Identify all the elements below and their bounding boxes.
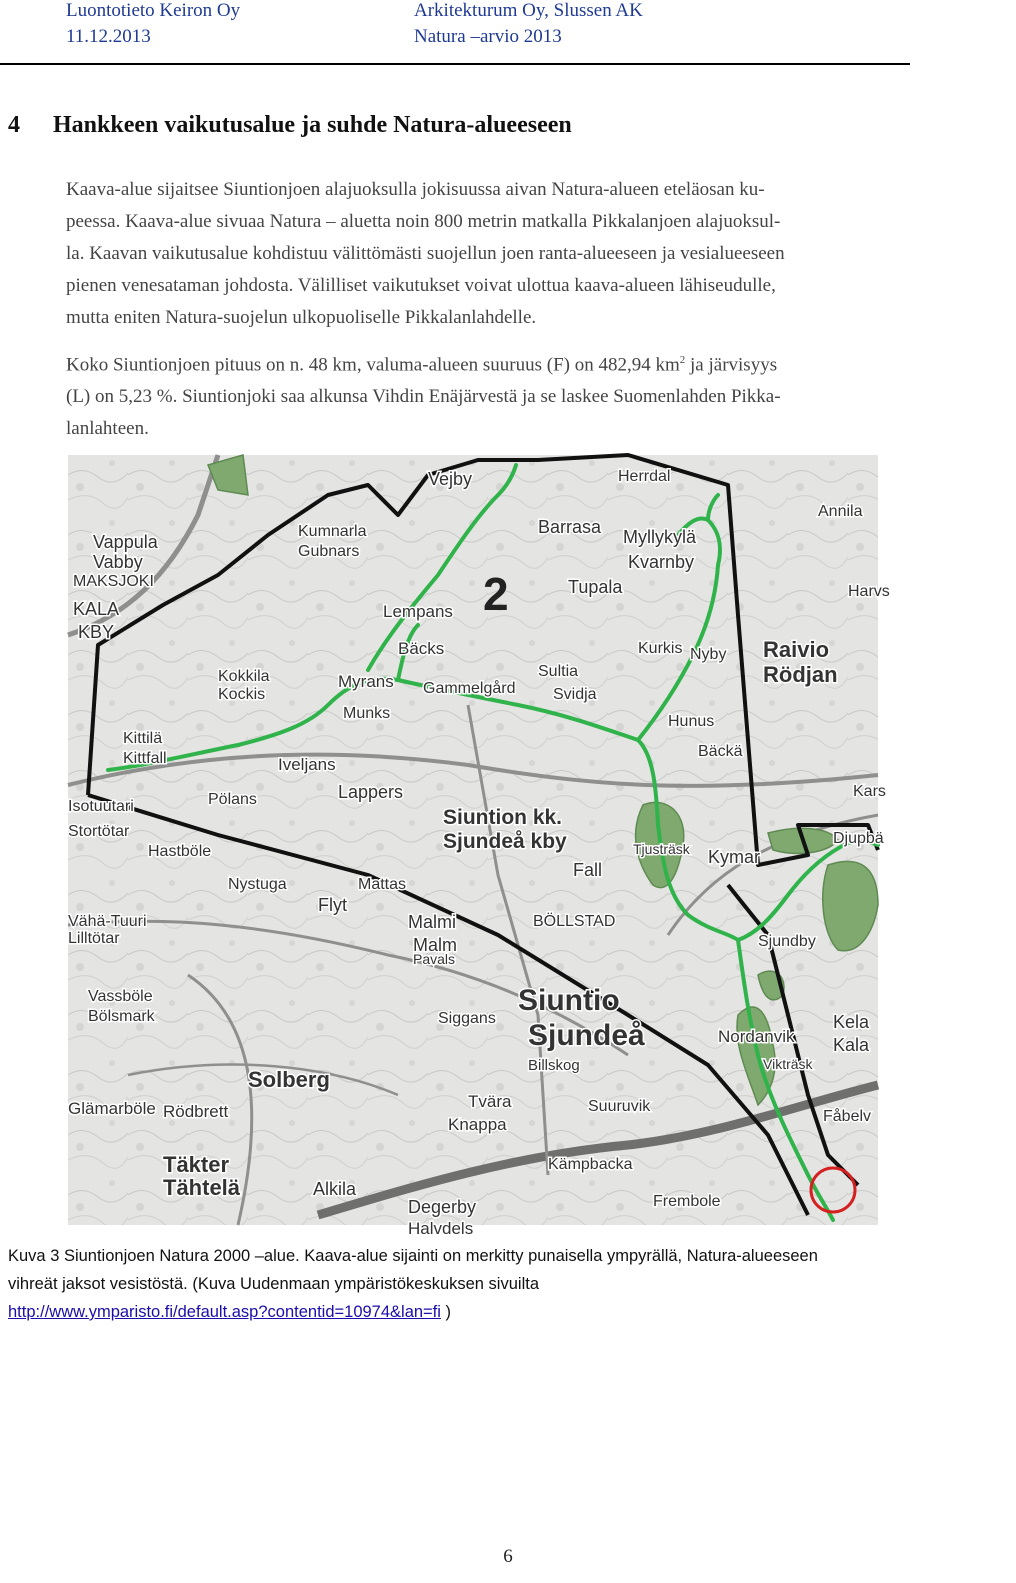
place-label: Halvdels (408, 1219, 474, 1238)
section-heading (8, 112, 572, 139)
place-label: Svidja (553, 686, 597, 703)
place-label: Sjundeå kby (443, 830, 567, 853)
place-label: Pavals (413, 951, 456, 967)
place-label: Malmi (408, 912, 456, 932)
header-divider (0, 63, 910, 65)
place-label: Nordanvik (718, 1027, 795, 1046)
place-label: Tjusträsk (633, 841, 690, 857)
header-right-company: Arkitekturum Oy, Slussen AK (414, 0, 643, 21)
place-label: Täkter (163, 1152, 230, 1177)
paragraph-1 (66, 174, 946, 334)
place-label: Sjundby (758, 933, 816, 950)
paragraph-line: pienen venesataman johdosta. Välilliset vaikutukset voivat ulottua kaava-alueen lähiseudulle, (66, 275, 776, 296)
caption-line (8, 1298, 948, 1326)
place-label: Nystuga (228, 876, 287, 893)
section-number: 4 (8, 112, 20, 138)
place-label: Myrans (338, 672, 394, 691)
place-label: Kockis (218, 686, 266, 703)
place-label: Mattas (358, 876, 407, 893)
place-label: Barrasa (538, 517, 602, 537)
place-label: Billskog (528, 1057, 580, 1074)
place-label: Malm (413, 935, 457, 955)
paragraph-2 (66, 344, 946, 445)
natura-area-map (68, 455, 890, 1238)
place-label: Vejby (428, 469, 473, 489)
place-label: BÖLLSTAD (533, 913, 616, 930)
place-label: Bäcks (398, 639, 445, 658)
place-label: Raivio (763, 637, 830, 662)
superscript: 2 (679, 354, 686, 366)
place-label: Gammelgård (423, 680, 516, 697)
page-number: 6 (503, 1546, 513, 1567)
place-label: Bäckä (698, 743, 743, 760)
paragraph-line: peessa. Kaava-alue sivuaa Natura – aluetta noin 800 metrin matkalla Pikkalanjoen alajuoksul- (66, 211, 781, 232)
place-label: Tvära (468, 1092, 512, 1111)
caption-line: vihreät jaksot vesistöstä. (Kuva Uudenmaan ympäristökeskuksen sivuilta (8, 1275, 539, 1293)
text-run: ja järvisyys (685, 354, 778, 376)
place-label: Kvarnby (628, 552, 695, 572)
place-label: Vappula (93, 532, 158, 552)
place-label: Djupbä (833, 830, 884, 847)
caption-tail: ) (440, 1303, 452, 1321)
section-title: Hankkeen vaikutusalue ja suhde Natura-alueeseen (53, 112, 572, 138)
place-label: Suuruvik (588, 1098, 651, 1115)
place-label: Fall (573, 860, 603, 880)
place-label: Iveljans (278, 755, 336, 774)
place-label: Hunus (668, 713, 715, 730)
place-label: Kokkila (218, 668, 270, 685)
place-label: Gubnars (298, 543, 360, 560)
place-label: Siggans (438, 1010, 496, 1027)
caption-line: Kuva 3 Siuntionjoen Natura 2000 –alue. Kaava-alue sijainti on merkitty punaisella ympyrällä, Natura-alueeseen (8, 1247, 818, 1265)
place-label: Myllykylä (623, 527, 697, 547)
place-label: Lappers (338, 782, 404, 802)
place-label: Kittilä (123, 730, 163, 747)
place-label: Hastböle (148, 843, 212, 860)
place-label: Siuntio (518, 984, 620, 1017)
place-label: Munks (343, 705, 391, 722)
place-label: Rödjan (763, 662, 838, 687)
paragraph-line: lanlahteen. (66, 418, 149, 440)
place-label: KBY (78, 622, 115, 642)
place-label: Kurkis (638, 640, 683, 657)
place-label: Fåbelv (823, 1108, 872, 1125)
place-label: Kumnarla (298, 523, 367, 540)
place-label: Sjundeå (528, 1019, 645, 1052)
place-label: Bölsmark (88, 1008, 155, 1025)
place-label: Tähtelä (163, 1175, 241, 1200)
header-left-company: Luontotieto Keiron Oy (66, 0, 241, 21)
place-label: Lempans (383, 602, 453, 621)
paragraph-line: la. Kaavan vaikutusalue kohdistuu välittömästi suojellun joen ranta-alueeseen ja vesialueeseen (66, 243, 785, 264)
paragraph-line: Kaava-alue sijaitsee Siuntionjoen alajuoksulla jokisuussa aivan Natura-alueen eteläosan ku- (66, 179, 765, 200)
paragraph-line: mutta eniten Natura-suojelun ulkopuoliselle Pikkalanlahdelle. (66, 307, 537, 328)
area-number: 2 (483, 568, 509, 620)
place-label: Degerby (408, 1197, 477, 1217)
place-label: Vabby (93, 552, 143, 572)
place-label: Vassböle (88, 988, 153, 1005)
place-label: Kars (853, 783, 886, 800)
place-label: Herrdal (618, 468, 671, 485)
place-label: Kala (833, 1035, 870, 1055)
place-label: Sultia (538, 663, 579, 680)
place-label: Nyby (690, 646, 727, 663)
place-label: Pölans (208, 791, 257, 808)
place-label: Siuntion kk. (443, 806, 563, 829)
place-label: Kämpbacka (548, 1156, 633, 1173)
place-label: Annila (818, 503, 863, 520)
place-label: Stortötar (68, 823, 130, 840)
place-label: Alkila (313, 1179, 357, 1199)
place-label: Isotuutari (68, 798, 134, 815)
place-label: Tupala (568, 577, 623, 597)
place-label: MAKSJOKI (73, 573, 154, 590)
paragraph-line: (L) on 5,23 %. Siuntionjoki saa alkunsa Vihdin Enäjärvestä ja se laskee Suomenlahden Pikka- (66, 386, 781, 408)
place-label: Solberg (248, 1067, 330, 1092)
place-label: KALA (73, 599, 120, 619)
place-label: Flyt (318, 895, 347, 915)
place-label: Vähä-Tuuri (68, 913, 147, 930)
place-label: Kittfall (123, 750, 167, 767)
map-canvas (68, 455, 890, 1238)
place-label: Kela (833, 1012, 870, 1032)
place-label: Kymar (708, 847, 761, 867)
figure-caption (8, 1242, 948, 1326)
place-label: Glämarböle (68, 1099, 156, 1118)
place-label: Frembole (653, 1193, 721, 1210)
page-header (0, 0, 960, 66)
paragraph-line (66, 344, 946, 381)
place-label: Harvs (848, 583, 890, 600)
place-label: Lilltötar (68, 930, 120, 947)
header-right-title: Natura –arvio 2013 (414, 26, 562, 47)
place-label: Knappa (448, 1115, 507, 1134)
header-left-date: 11.12.2013 (66, 26, 151, 47)
place-label: Rödbrett (163, 1102, 229, 1121)
text-run: Koko Siuntionjoen pituus on n. 48 km, valuma-alueen suuruus (F) on 482,94 km (66, 354, 680, 376)
place-label: Vikträsk (763, 1056, 813, 1072)
source-link[interactable]: http://www.ymparisto.fi/default.asp?contentid=10974&lan=fi (8, 1303, 441, 1321)
